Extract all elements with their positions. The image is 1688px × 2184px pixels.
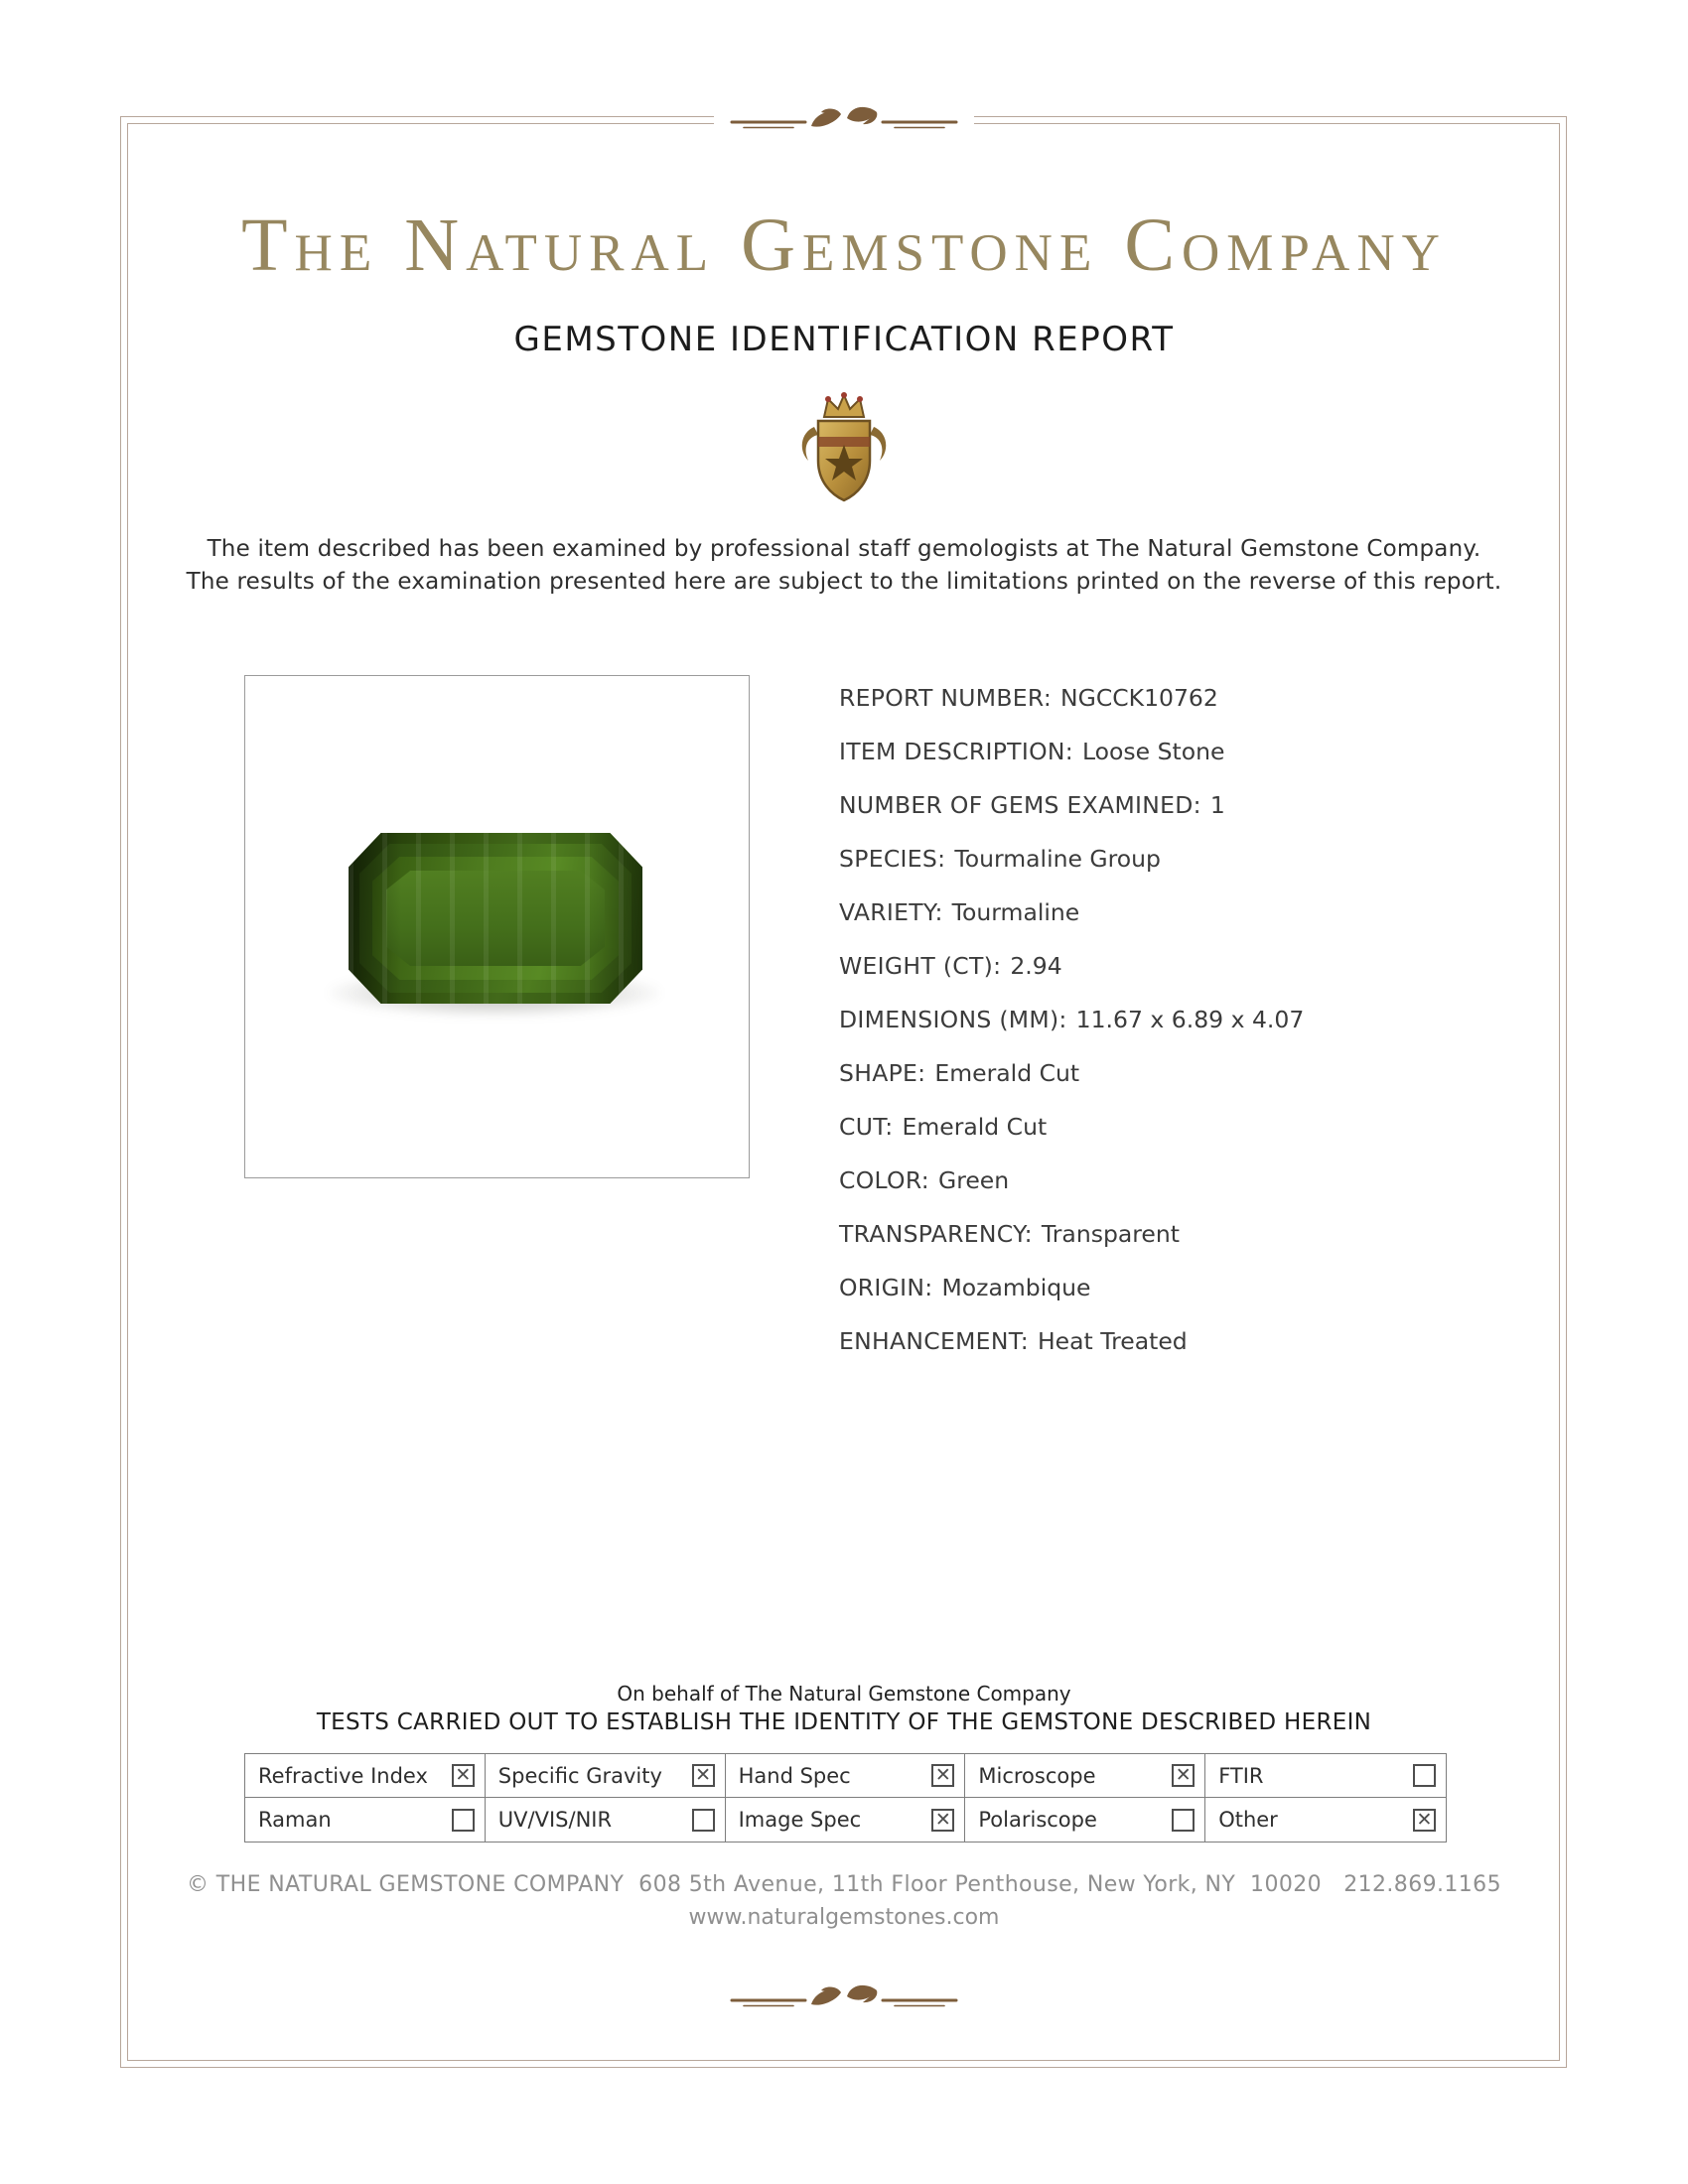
field-value: 2.94 <box>1010 952 1062 980</box>
test-label: Image Spec <box>738 1808 862 1832</box>
field-label: ORIGIN: <box>839 1274 933 1301</box>
test-cell-ftir <box>1205 1754 1446 1798</box>
field-label: SHAPE: <box>839 1059 926 1087</box>
field-value: 11.67 x 6.89 x 4.07 <box>1075 1006 1305 1033</box>
green-emerald-cut-tourmaline-image <box>349 833 642 1004</box>
checkbox-uv-vis-nir <box>692 1809 715 1832</box>
field-label: VARIETY: <box>839 898 943 926</box>
ornament-bottom-icon <box>714 1983 974 2021</box>
test-cell-other <box>1205 1798 1446 1842</box>
field-value: Tourmaline Group <box>954 845 1161 873</box>
field-value: Emerald Cut <box>934 1059 1080 1087</box>
checkbox-image-spec: ✕ <box>931 1809 954 1832</box>
checkbox-refractive-index: ✕ <box>452 1764 475 1787</box>
field-label: ITEM DESCRIPTION: <box>839 738 1073 765</box>
test-label: Specific Gravity <box>497 1763 662 1788</box>
field-weight <box>839 939 1475 993</box>
footer-address: © THE NATURAL GEMSTONE COMPANY 608 5th Avenue, 11th Floor Penthouse, New York, NY 10020 212.869.1165 <box>187 1872 1501 1897</box>
company-title: The Natural Gemstone Company <box>241 204 1447 287</box>
gem-photo-frame <box>244 675 750 1178</box>
field-item-description <box>839 725 1475 778</box>
field-cut <box>839 1100 1475 1154</box>
field-label: TRANSPARENCY: <box>839 1220 1033 1248</box>
field-shape <box>839 1046 1475 1100</box>
test-label: Polariscope <box>978 1808 1097 1832</box>
field-enhancement <box>839 1314 1475 1368</box>
ornament-top-icon <box>714 105 974 143</box>
test-label: Raman <box>258 1808 332 1832</box>
test-label: UV/VIS/NIR <box>497 1808 613 1832</box>
test-cell-refractive-index <box>245 1754 486 1798</box>
checkbox-specific-gravity: ✕ <box>692 1764 715 1787</box>
field-color <box>839 1154 1475 1207</box>
intro-line-2: The results of the examination presented here are subject to the limitations printed on the reverse of this report. <box>186 569 1502 595</box>
test-cell-specific-gravity <box>486 1754 726 1798</box>
test-label: Other <box>1218 1808 1278 1832</box>
field-variety <box>839 886 1475 939</box>
test-cell-microscope <box>965 1754 1205 1798</box>
field-origin <box>839 1261 1475 1314</box>
field-label: REPORT NUMBER: <box>839 684 1053 712</box>
report-title: GEMSTONE IDENTIFICATION REPORT <box>513 320 1175 359</box>
report-fields <box>839 671 1475 1368</box>
test-cell-image-spec <box>726 1798 966 1842</box>
field-label: CUT: <box>839 1113 894 1141</box>
checkbox-ftir <box>1413 1764 1436 1787</box>
test-label: Microscope <box>978 1763 1096 1788</box>
field-label: NUMBER OF GEMS EXAMINED: <box>839 791 1201 819</box>
intro-line-1: The item described has been examined by professional staff gemologists at The Natural Gemstone Company. <box>207 536 1481 562</box>
field-value: Heat Treated <box>1038 1327 1188 1355</box>
field-value: NGCCK10762 <box>1060 684 1218 712</box>
test-cell-polariscope <box>965 1798 1205 1842</box>
tests-on-behalf: On behalf of The Natural Gemstone Company <box>617 1682 1071 1706</box>
field-species <box>839 832 1475 886</box>
field-label: DIMENSIONS (MM): <box>839 1006 1067 1033</box>
field-value: Green <box>937 1166 1010 1194</box>
test-cell-hand-spec <box>726 1754 966 1798</box>
field-label: ENHANCEMENT: <box>839 1327 1030 1355</box>
checkbox-hand-spec: ✕ <box>931 1764 954 1787</box>
test-label: Hand Spec <box>738 1763 851 1788</box>
checkbox-raman <box>452 1809 475 1832</box>
test-cell-uv-vis-nir <box>486 1798 726 1842</box>
field-value: Loose Stone <box>1081 738 1225 765</box>
checkbox-other: ✕ <box>1413 1809 1436 1832</box>
field-report-number <box>839 671 1475 725</box>
footer-website: www.naturalgemstones.com <box>688 1905 1000 1930</box>
field-value: Mozambique <box>941 1274 1091 1301</box>
field-dimensions <box>839 993 1475 1046</box>
tests-table <box>244 1753 1447 1843</box>
checkbox-polariscope <box>1172 1809 1195 1832</box>
test-label: FTIR <box>1218 1763 1264 1788</box>
field-transparency <box>839 1207 1475 1261</box>
test-label: Refractive Index <box>258 1763 428 1788</box>
field-value: Tourmaline <box>951 898 1080 926</box>
field-label: WEIGHT (CT): <box>839 952 1002 980</box>
company-crest-icon <box>792 387 896 512</box>
field-label: SPECIES: <box>839 845 946 873</box>
field-value: 1 <box>1209 791 1225 819</box>
field-number-of-gems <box>839 778 1475 832</box>
field-value: Transparent <box>1041 1220 1180 1248</box>
tests-heading: TESTS CARRIED OUT TO ESTABLISH THE IDENTITY OF THE GEMSTONE DESCRIBED HEREIN <box>316 1709 1372 1735</box>
intro-text <box>0 533 1688 599</box>
field-label: COLOR: <box>839 1166 929 1194</box>
test-cell-raman <box>245 1798 486 1842</box>
field-value: Emerald Cut <box>902 1113 1048 1141</box>
checkbox-microscope: ✕ <box>1172 1764 1195 1787</box>
